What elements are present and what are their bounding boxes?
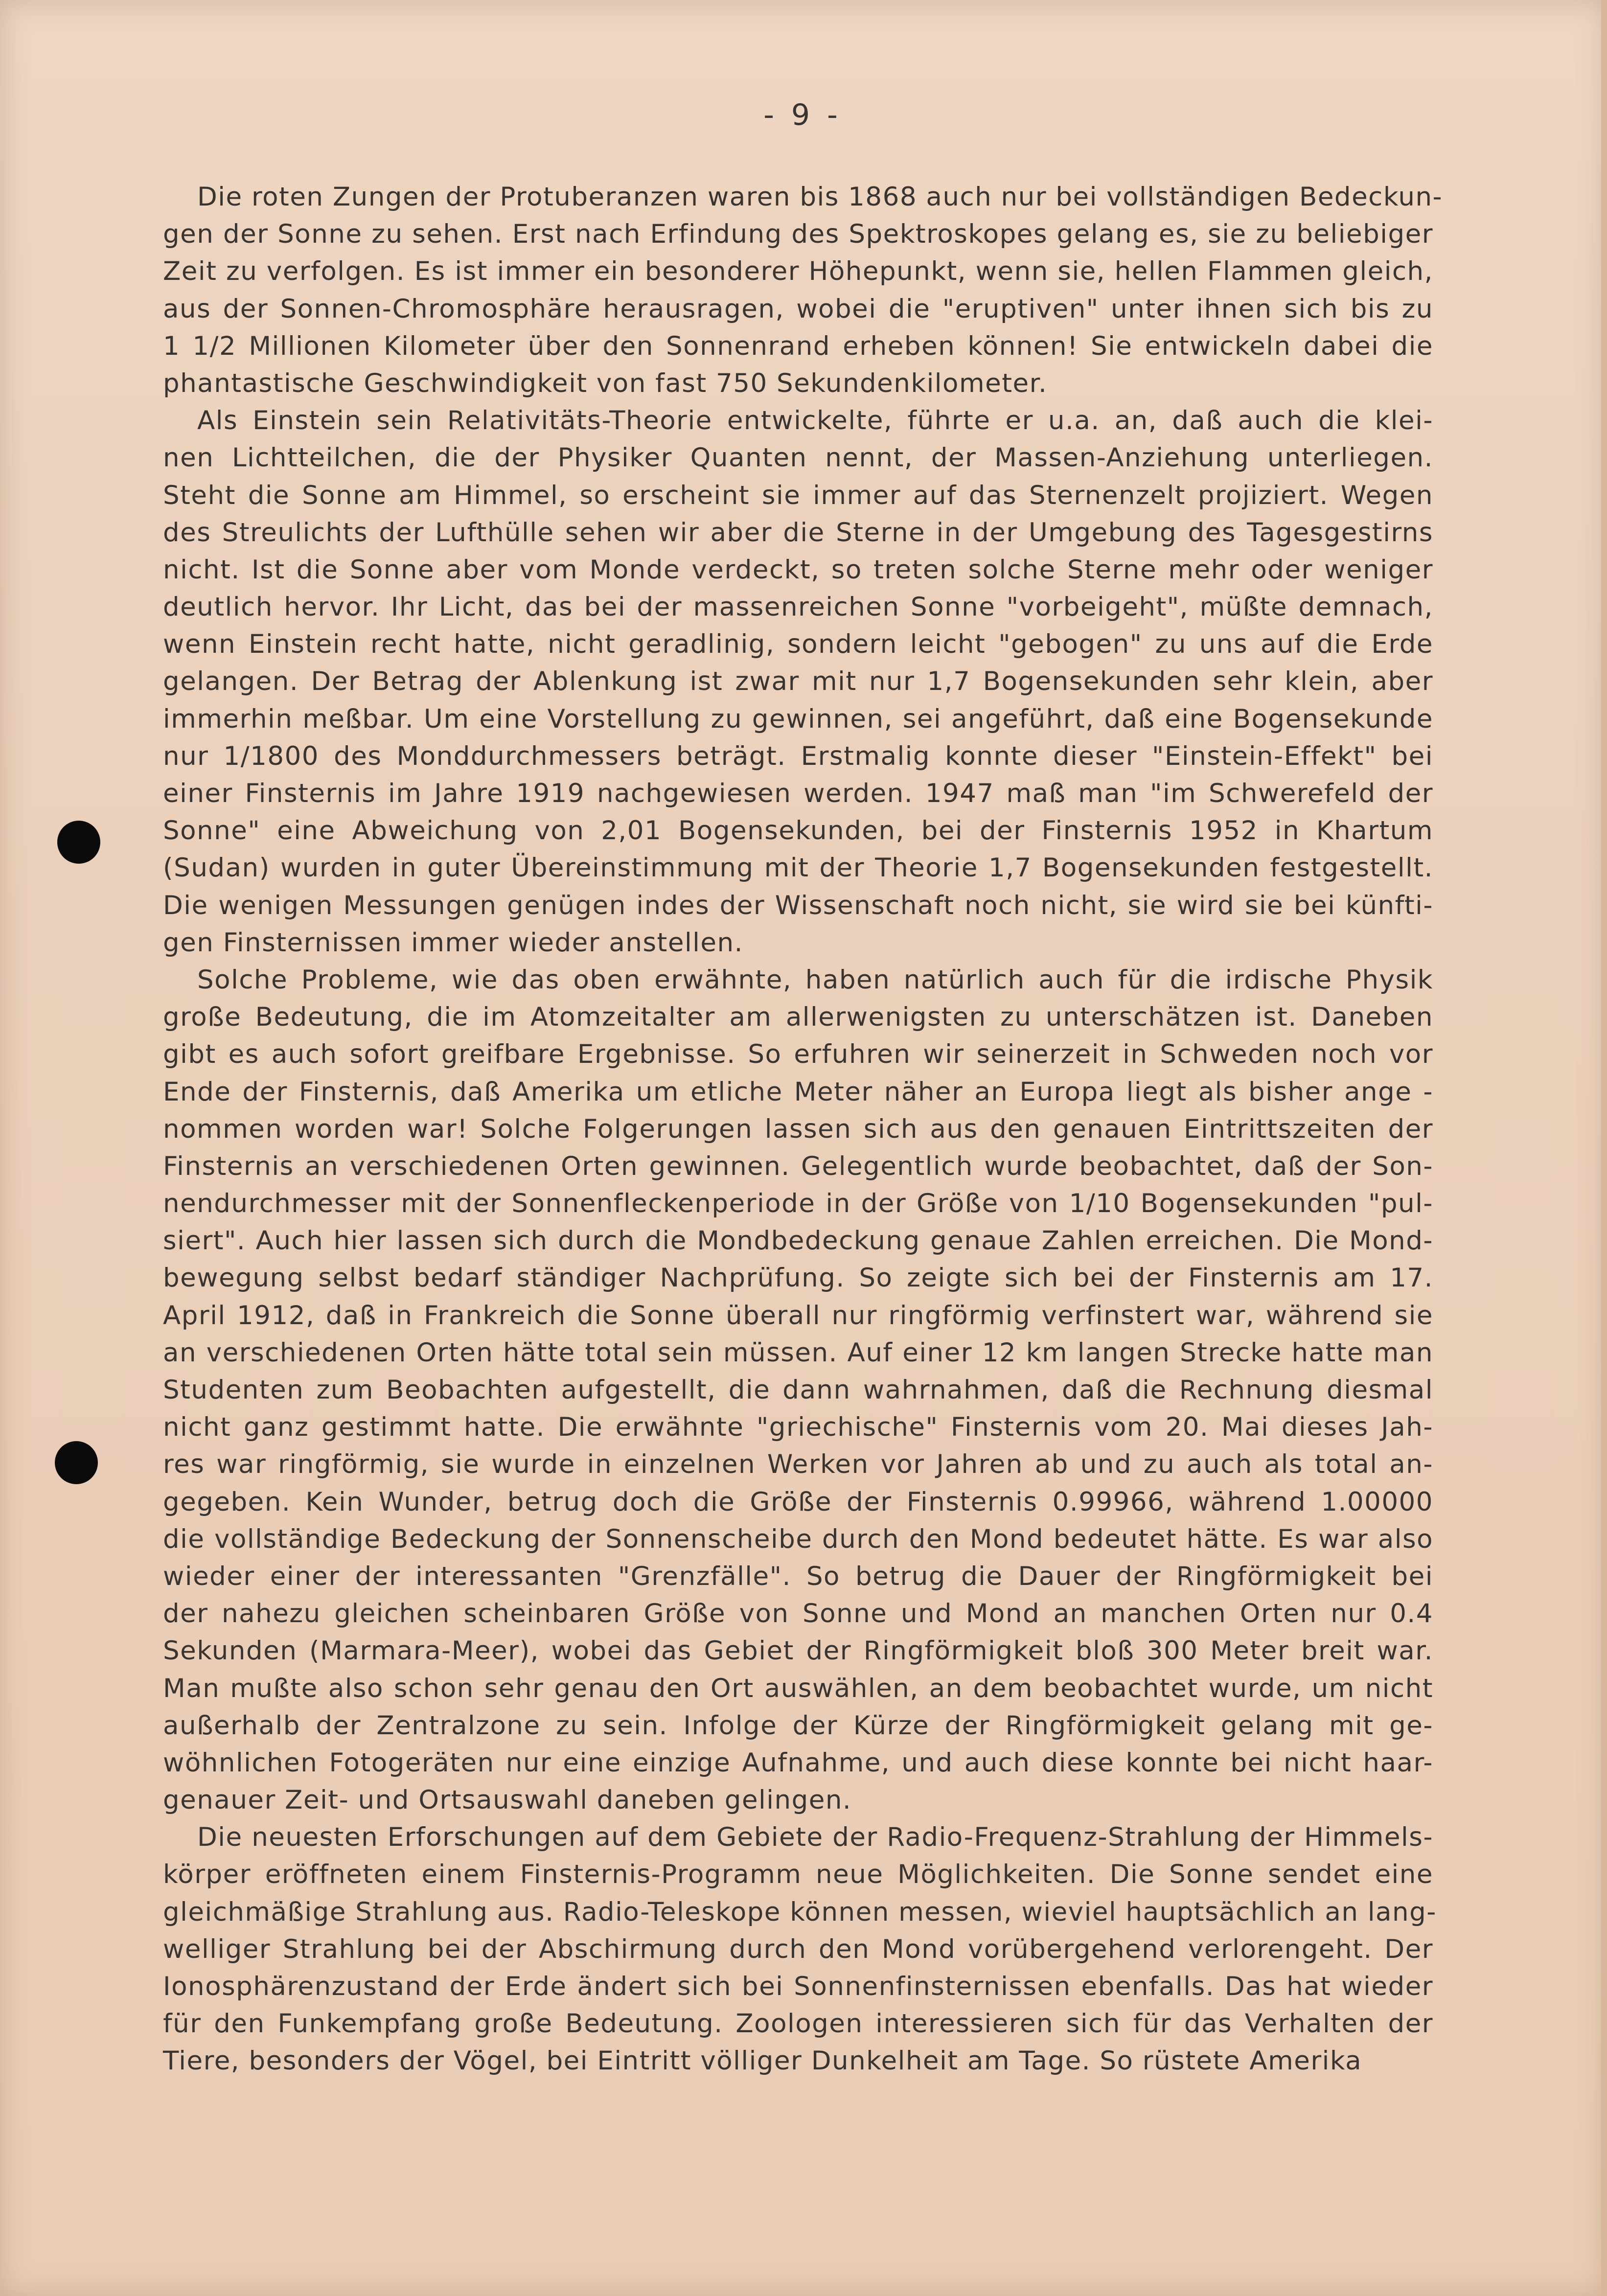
text-line: Die roten Zungen der Protuberanzen waren bis 1868 auch nur bei vollständigen Bedeckun- [197, 182, 1443, 212]
text-line: einer Finsternis im Jahre 1919 nachgewiesen werden. 1947 maß man "im Schwerefeld der [163, 779, 1433, 808]
paragraph [163, 962, 1433, 1819]
text-line: Steht die Sonne am Himmel, so erscheint sie immer auf das Sternenzelt projiziert. Wegen [163, 480, 1433, 510]
text-line: nicht. Ist die Sonne aber vom Monde verdeckt, so treten solche Sterne mehr oder weniger [163, 554, 1433, 585]
text-line: genauer Zeit- und Ortsauswahl daneben gelingen. [163, 1785, 852, 1815]
paragraph [163, 402, 1433, 962]
text-line: außerhalb der Zentralzone zu sein. Infolge der Kürze der Ringförmigkeit gelang mit ge- [163, 1710, 1433, 1741]
text-line: gleichmäßige Strahlung aus. Radio-Teleskope können messen, wieviel hauptsächlich an lang- [163, 1897, 1437, 1927]
text-line: Die wenigen Messungen genügen indes der Wissenschaft noch nicht, sie wird sie bei künfti- [163, 890, 1433, 920]
text-line: gibt es auch sofort greifbare Ergebnisse. So erfuhren wir seinerzeit in Schweden noch vor [163, 1039, 1433, 1070]
paragraph [163, 1819, 1437, 2080]
text-line: der nahezu gleichen scheinbaren Größe von Sonne und Mond an manchen Orten nur 0.4 [163, 1599, 1433, 1629]
punch-hole [57, 821, 100, 864]
text-line: res war ringförmig, sie wurde in einzelnen Werken vor Jahren ab und zu auch als total an- [163, 1449, 1433, 1480]
text-line: Die neuesten Erforschungen auf dem Gebiete der Radio-Frequenz-Strahlung der Himmels- [197, 1822, 1433, 1853]
text-line: nendurchmesser mit der Sonnenfleckenperiode in der Größe von 1/10 Bogensekunden "pul- [163, 1189, 1433, 1219]
text-line: 1 1/2 Millionen Kilometer über den Sonnenrand erheben können! Sie entwickeln dabei die [163, 331, 1433, 361]
page-number: - 9 - [763, 98, 842, 132]
text-line: Ende der Finsternis, daß Amerika um etliche Meter näher an Europa liegt als bisher ange - [163, 1077, 1433, 1107]
text-line: April 1912, daß in Frankreich die Sonne überall nur ringförmig verfinstert war, während sie [163, 1300, 1433, 1331]
paper-edge [1601, 0, 1607, 2296]
text-line: wöhnlichen Fotogeräten nur eine einzige Aufnahme, und auch diese konnte bei nicht haar- [163, 1747, 1433, 1778]
text-line: Tiere, besonders der Vögel, bei Eintritt völliger Dunkelheit am Tage. So rüstete Amerika [163, 2046, 1362, 2076]
text-line: deutlich hervor. Ihr Licht, das bei der massenreichen Sonne "vorbeigeht", müßte demnach, [163, 592, 1433, 622]
text-line: Ionosphärenzustand der Erde ändert sich bei Sonnenfinsternissen ebenfalls. Das hat wieder [163, 1972, 1433, 2001]
text-line: Studenten zum Beobachten aufgestellt, die dann wahrnahmen, daß die Rechnung diesmal [163, 1375, 1433, 1405]
text-line: für den Funkempfang große Bedeutung. Zoologen interessieren sich für das Verhalten der [163, 2009, 1433, 2039]
text-line: phantastische Geschwindigkeit von fast 750 Sekundenkilometer. [163, 368, 1048, 398]
text-line: gegeben. Kein Wunder, betrug doch die Größe der Finsternis 0.99966, während 1.00000 [163, 1487, 1433, 1517]
punch-hole [55, 1441, 98, 1484]
text-line: Man mußte also schon sehr genau den Ort auswählen, an dem beobachtet wurde, um nicht [163, 1673, 1433, 1703]
text-line: an verschiedenen Orten hätte total sein müssen. Auf einer 12 km langen Strecke hatte man [163, 1337, 1433, 1368]
text-line: Solche Probleme, wie das oben erwähnte, haben natürlich auch für die irdische Physik [197, 964, 1433, 995]
text-line: Zeit zu verfolgen. Es ist immer ein besonderer Höhepunkt, wenn sie, hellen Flammen gleich, [163, 256, 1433, 287]
text-line: aus der Sonnen-Chromosphäre herausragen, wobei die "eruptiven" unter ihnen sich bis zu [163, 294, 1433, 324]
text-line: des Streulichts der Lufthülle sehen wir aber die Sterne in der Umgebung des Tagesgestirns [163, 517, 1433, 548]
text-line: nur 1/1800 des Monddurchmessers beträgt. Erstmalig konnte dieser "Einstein-Effekt" bei [163, 741, 1433, 771]
document-body [163, 179, 1443, 2080]
text-line: wenn Einstein recht hatte, nicht geradlinig, sondern leicht "gebogen" zu uns auf die Erde [163, 629, 1433, 660]
text-line: nommen worden war! Solche Folgerungen lassen sich aus den genauen Eintrittszeiten der [163, 1114, 1433, 1144]
text-line: welliger Strahlung bei der Abschirmung durch den Mond vorübergehend verlorengeht. Der [163, 1934, 1433, 1964]
text-line: gen der Sonne zu sehen. Erst nach Erfindung des Spektroskopes gelang es, sie zu beliebiger [163, 219, 1433, 250]
text-line: siert". Auch hier lassen sich durch die Mondbedeckung genaue Zahlen erreichen. Die Mond- [163, 1226, 1433, 1256]
text-line: bewegung selbst bedarf ständiger Nachprüfung. So zeigte sich bei der Finsternis am 17. [163, 1263, 1433, 1293]
text-line: wieder einer der interessanten "Grenzfälle". So betrug die Dauer der Ringförmigkeit bei [163, 1561, 1433, 1591]
text-line: gen Finsternissen immer wieder anstellen. [163, 927, 743, 958]
text-line: nen Lichtteilchen, die der Physiker Quanten nennt, der Massen-Anziehung unterliegen. [163, 443, 1433, 473]
text-line: nicht ganz gestimmt hatte. Die erwähnte "griechische" Finsternis vom 20. Mai dieses Jah- [163, 1412, 1433, 1443]
text-line: die vollständige Bedeckung der Sonnenscheibe durch den Mond bedeutet hätte. Es war also [163, 1524, 1433, 1554]
text-line: Finsternis an verschiedenen Orten gewinnen. Gelegentlich wurde beobachtet, daß der Son- [163, 1151, 1433, 1181]
text-line: Sonne" eine Abweichung von 2,01 Bogensekunden, bei der Finsternis 1952 in Khartum [163, 816, 1433, 846]
text-line: Als Einstein sein Relativitäts-Theorie entwickelte, führte er u.a. an, daß auch die klei- [197, 406, 1433, 436]
text-line: große Bedeutung, die im Atomzeitalter am allerwenigsten zu unterschätzen ist. Daneben [163, 1002, 1433, 1033]
text-line: körper eröffneten einem Finsternis-Programm neue Möglichkeiten. Die Sonne sendet eine [163, 1860, 1433, 1890]
text-line: immerhin meßbar. Um eine Vorstellung zu gewinnen, sei angeführt, daß eine Bogensekunde [163, 704, 1433, 734]
text-line: Sekunden (Marmara-Meer), wobei das Gebiet der Ringförmigkeit bloß 300 Meter breit war. [163, 1636, 1433, 1666]
text-line: gelangen. Der Betrag der Ablenkung ist zwar mit nur 1,7 Bogensekunden sehr klein, aber [163, 666, 1433, 697]
paragraph [163, 179, 1443, 402]
text-line: (Sudan) wurden in guter Übereinstimmung mit der Theorie 1,7 Bogensekunden festgestellt. [163, 853, 1433, 883]
